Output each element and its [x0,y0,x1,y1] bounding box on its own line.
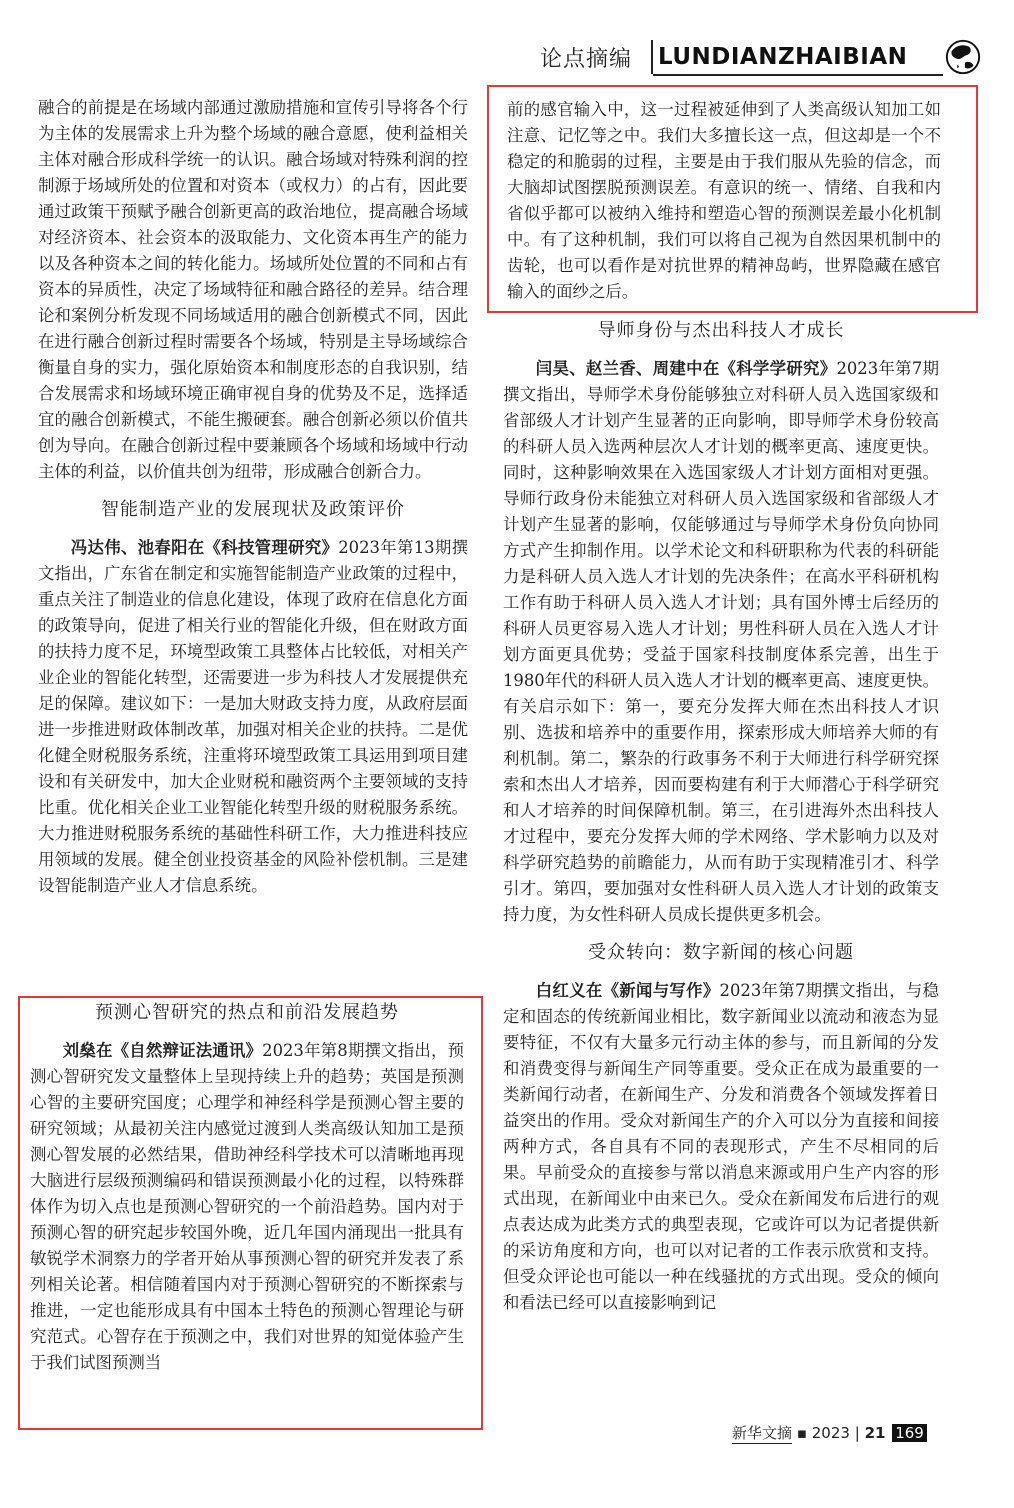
article-title: 预测心智研究的热点和前沿发展趋势 [95,1002,399,1023]
section-header [540,38,990,82]
article-title: 智能制造产业的发展现状及政策评价 [101,499,405,520]
article-body [503,978,939,1316]
page-footer [732,1422,927,1444]
magazine-name: 新华文摘 [732,1424,793,1442]
article-body [503,356,939,928]
article-body [38,535,468,899]
article-lead-authors: 闫昊、赵兰香、周建中在《科学学研究》 [535,359,837,378]
article-lead-authors: 刘燊在《自然辩证法通讯》 [62,1041,263,1060]
highlighted-article-continued [507,97,941,305]
article-text: 2023年第7期撰文指出，与稳定和固态的传统新闻业相比，数字新闻业以流动和液态为显要特征，不仅有大量多元行动主体的参与，而且新闻的分发和消费变得与新闻生产同等重要。受众正在成为最重要的一类新闻行动者，在新闻生产、分发和消费各个领域发挥着日益突出的作用。受众对新闻生产的介入可以分为直接和间接两种方式，各自具有不同的表现形式，产生不尽相同的后果。早前受众的直接参与常以消息来源或用户生产内容的形式出现，在新闻业中由来已久。受众在新闻发布后进行的观点表达成为此类方式的典型表现，它或许可以为记者提供新的采访角度和方向，也可以对记者的工作表示欣赏和支持。但受众评论也可能以一种在线骚扰的方式出现。受众的倾向和看法已经可以直接影响到记 [503,981,940,1312]
right-column [503,318,939,1316]
section-title-en: LUNDIANZHAIBIAN [658,44,908,70]
article-text: 2023年第7期撰文指出，导师学术身份能够独立对科研人员入选国家级和省部级人才计划产生显著的正向影响，即导师学术身份较高的科研人员入选两种层次人才计划的概率更高、速度更快。同时，这种影响效果在入选国家级人才计划方面相对更强。导师行政身份未能独立对科研人员入选国家级和省部级人才计划产生显著的影响，仅能够通过与导师学术身份负向协同方式产生抑制作用。以学术论文和科研职称为代表的科研能力是科研人员入选人才计划的先决条件；在高水平科研机构工作有助于科研人员入选人才计划；具有国外博士后经历的科研人员更容易入选人才计划；男性科研人员在入选人才计划方面更具优势；受益于国家科技制度体系完善，出生于1980年代的科研人员入选人才计划的概率更高、速度更快。有关启示如下：第一，要充分发挥大师在杰出科技人才识别、选拔和培养中的重要作用，探索形成大师培养大师的有利机制。第二，繁杂的行政事务不利于大师进行科学研究探索和杰出人才培养，因而要构建有利于大师潜心于科学研究和人才培养的时间保障机制。第三，在引进海外杰出科技人才过程中，要充分发挥大师的学术网络、学术影响力以及对科学研究趋势的前瞻能力，从而有助于实现精准引才、科学引才。第四，要加强对女性科研人员入选人才计划的政策支持力度，为女性科研人员成长提供更多机会。 [503,359,939,924]
article-text: 前的感官输入中，这一过程被延伸到了人类高级认知加工如注意、记忆等之中。我们大多擅长这一点，但这却是一个不稳定的和脆弱的过程，主要是由于我们服从先验的信念，而大脑却试图摆脱预测误差。有意识的统一、情绪、自我和内省似乎都可以被纳入维持和塑造心智的预测误差最小化机制中。有了这种机制，我们可以将自己视为自然因果机制中的齿轮，也可以看作是对抗世界的精神岛屿，世界隐藏在感官输入的面纱之后。 [507,100,941,301]
article-text: 2023年第8期撰文指出，预测心智研究发文量整体上呈现持续上升的趋势；英国是预测心智的主要研究国度；心理学和神经科学是预测心智主要的研究领域；从最初关注内感觉过渡到人类高级认知加工是预测心智发展的必然结果，借助神经科学技术可以清晰地再现大脑进行层级预测编码和错误预测最小化的过程，以特殊群体作为切入点也是预测心智研究的一个前沿趋势。国内对于预测心智的研究起步较国外晚，近几年国内涌现出一批具有敏锐学术洞察力的学者开始从事预测心智的研究并发表了系列相关论著。相信随着国内对于预测心智研究的不断探索与推进，一定也能形成具有中国本土特色的预测心智理论与研究范式。心智存在于预测之中，我们对世界的知觉体验产生于我们试图预测当 [30,1041,465,1372]
footer-year: 2023 [811,1424,850,1442]
article-body [30,1038,464,1376]
footer-divider: | [854,1424,860,1442]
article-text: 2023年第13期撰文指出，广东省在制定和实施智能制造产业政策的过程中，重点关注了制造业的信息化建设，体现了政府在信息化方面的政策导向，促进了相关行业的智能化升级，但在财政方面的扶持力度不足，环境型政策工具整体占比较低，对相关产业企业的智能化转型，还需要进一步为科技人才发展提供充足的保障。建议如下：一是加大财政支持力度，从政府层面进一步推进财政体制改革，加强对相关企业的扶持。二是优化健全财税服务系统，注重将环境型政策工具运用到项目建设和有关研发中，加大企业财税和融资两个主要领域的支持比重。优化相关企业工业智能化转型升级的财税服务系统。大力推进财税服务系统的基础性科研工作，大力推进科技应用领域的发展。健全创业投资基金的风险补偿机制。三是建设智能制造产业人才信息系统。 [38,538,469,895]
article-title: 受众转向：数字新闻的核心问题 [588,942,854,963]
header-divider [651,40,653,74]
article-lead-authors: 白红义在《新闻与写作》 [535,981,720,1000]
issue-number: 21 [864,1424,886,1442]
article-lead-authors: 冯达伟、池春阳在《科技管理研究》 [70,538,339,557]
continued-paragraph: 融合的前提是在场域内部通过激励措施和宣传引导将各个行为主体的发展需求上升为整个场域的融合意愿，使利益相关主体对融合形成科学统一的认识。融合场域对特殊利润的控制源于场域所处的位置和对资本（或权力）的占有，因此要通过政策干预赋予融合创新更高的政治地位，提高融合场域对经济资本、社会资本的汲取能力、文化资本再生产的能力以及各种资本之间的转化能力。场域所处位置的不同和占有资本的异质性，决定了场域特征和融合路径的差异。结合理论和案例分析发现不同场域适用的融合创新模式不同，因此在进行融合创新过程时需要各个场域，特别是主导场域综合衡量自身的实力，强化原始资本和制度形态的自我识别，结合发展需求和场域环境正确审视自身的优势及不足，选择适宜的融合创新模式，不能生搬硬套。融合创新必须以价值共创为导向。在融合创新过程中要兼顾各个场域和场域中行动主体的利益，以价值共创为纽带，形成融合创新合力。 [38,98,468,481]
article-title: 导师身份与杰出科技人才成长 [597,320,845,341]
header-underline [653,74,943,76]
left-column [38,95,468,899]
page-number: 169 [892,1424,927,1442]
footer-bullet: ▪ [796,1424,807,1442]
highlighted-article [30,1000,464,1376]
globe-icon [944,38,982,76]
section-title-cn: 论点摘编 [540,47,633,72]
